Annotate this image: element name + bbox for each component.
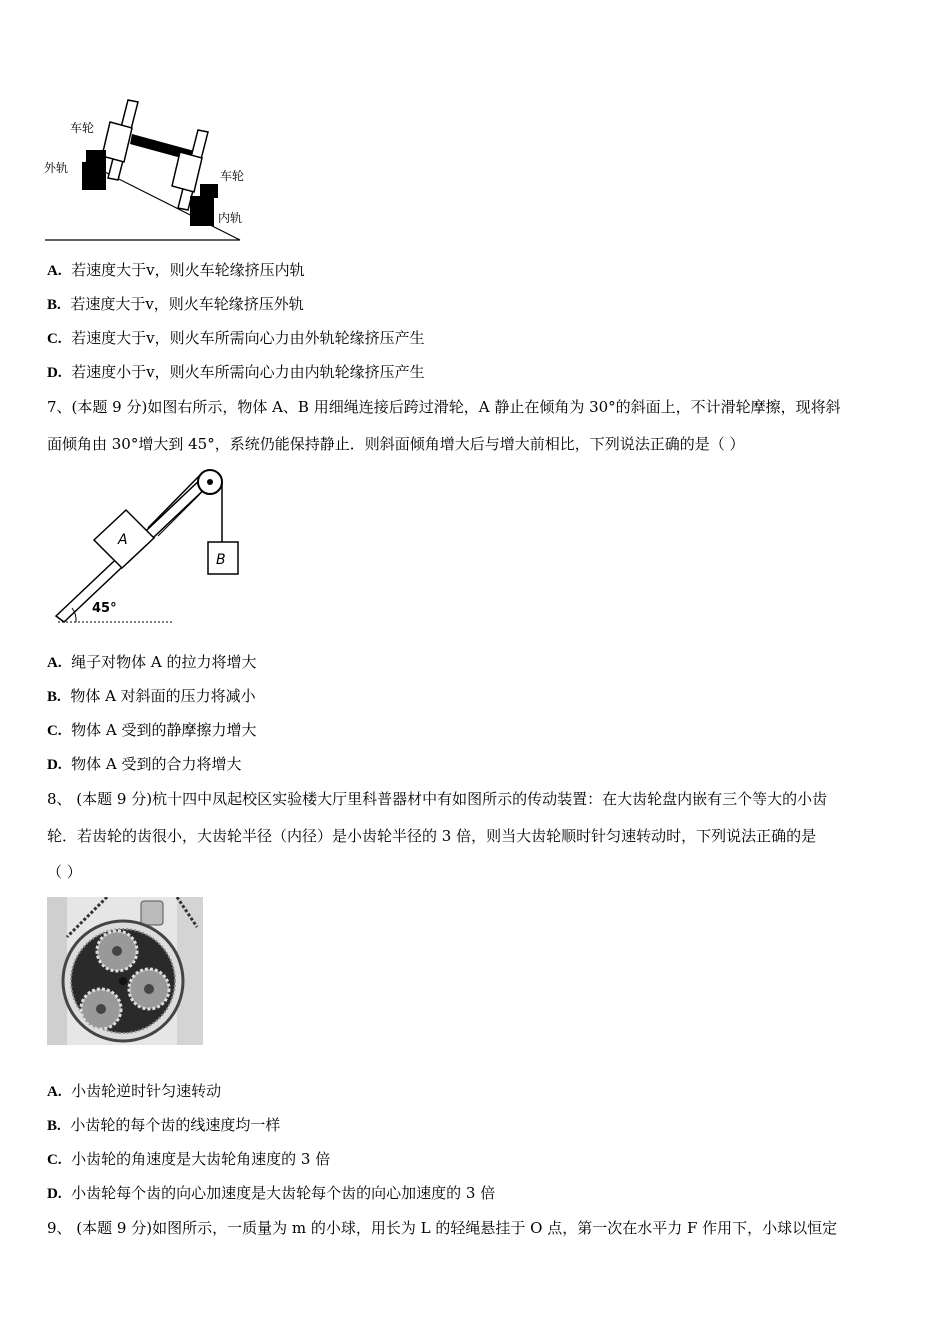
q7-option-b[interactable]: B. 物体 A 对斜面的压力将减小: [47, 687, 256, 705]
pulley-incline-figure: [48, 462, 248, 632]
q8-stem-line3: （ ）: [47, 863, 82, 881]
inner-rail-label: 内轨: [218, 211, 243, 225]
q6-option-a[interactable]: A. 若速度大于v，则火车轮缘挤压内轨: [47, 261, 305, 279]
q7-stem-line2: 面倾角由 30°增大到 45°，系统仍能保持静止．则斜面倾角增大后与增大前相比，下列说法正确的是（ ）: [47, 435, 745, 453]
block-a-label: A: [118, 532, 128, 548]
q6-option-d[interactable]: D. 若速度小于v，则火车所需向心力由内轨轮缘挤压产生: [47, 363, 425, 381]
q8-option-d[interactable]: D. 小齿轮每个齿的向心加速度是大齿轮每个齿的向心加速度的 3 倍: [47, 1184, 496, 1202]
wheel-right-label: 车轮: [220, 169, 245, 183]
wheel-left-label: 车轮: [70, 121, 95, 135]
q7-option-a[interactable]: A. 绳子对物体 A 的拉力将增大: [47, 653, 257, 671]
block-b-label: B: [216, 552, 226, 568]
q6-option-b[interactable]: B. 若速度大于v，则火车轮缘挤压外轨: [47, 295, 304, 313]
train-wheel-figure: [40, 92, 260, 247]
q8-option-a[interactable]: A. 小齿轮逆时针匀速转动: [47, 1082, 222, 1100]
q6-option-c[interactable]: C. 若速度大于v，则火车所需向心力由外轨轮缘挤压产生: [47, 329, 425, 347]
q8-stem-line2: 轮．若齿轮的齿很小，大齿轮半径（内径）是小齿轮半径的 3 倍，则当大齿轮顺时针匀速转动时，下列说法正确的是: [47, 827, 817, 845]
q8-stem-line1: 8、 (本题 9 分)杭十四中凤起校区实验楼大厅里科普器材中有如图所示的传动装置：在大齿轮盘内嵌有三个等大的小齿: [47, 790, 828, 808]
q7-option-c[interactable]: C. 物体 A 受到的静摩擦力增大: [47, 721, 257, 739]
q8-option-c[interactable]: C. 小齿轮的角速度是大齿轮角速度的 3 倍: [47, 1150, 331, 1168]
gear-device-photo: [47, 897, 203, 1045]
outer-rail-label: 外轨: [44, 161, 69, 175]
q7-option-d[interactable]: D. 物体 A 受到的合力将增大: [47, 755, 242, 773]
q8-option-b[interactable]: B. 小齿轮的每个齿的线速度均一样: [47, 1116, 281, 1134]
angle-label: 45°: [92, 601, 117, 616]
q7-stem-line1: 7、(本题 9 分)如图右所示，物体 A、B 用细绳连接后跨过滑轮，A 静止在倾角为 30°的斜面上，不计滑轮摩擦，现将斜: [47, 398, 841, 416]
q9-stem-line1: 9、 (本题 9 分)如图所示，一质量为 m 的小球，用长为 L 的轻绳悬挂于 O 点，第一次在水平力 F 作用下，小球以恒定: [47, 1219, 838, 1237]
